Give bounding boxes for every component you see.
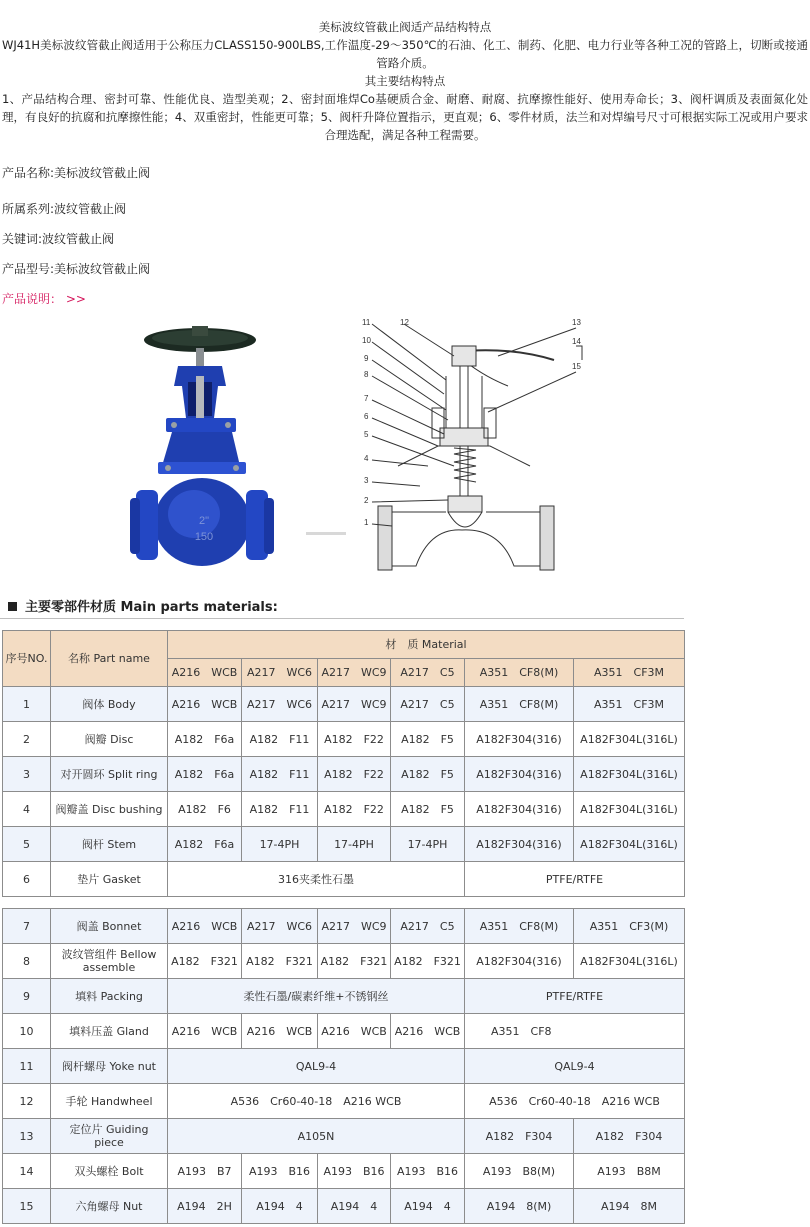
decorative-line — [306, 532, 346, 535]
row-number: 5 — [3, 827, 51, 862]
table-row — [3, 1084, 685, 1119]
table-row — [3, 827, 685, 862]
material-cell: A193 B16 — [391, 1154, 465, 1189]
part-name: 填料 Packing — [51, 979, 168, 1014]
row-number: 15 — [3, 1189, 51, 1224]
callout-1: 1 — [364, 518, 369, 527]
material-cell: A193 B8M — [574, 1154, 685, 1189]
intro-title: 美标波纹管截止阀适产品结构特点 — [318, 20, 492, 34]
material-cell: A193 B8(M) — [465, 1154, 574, 1189]
product-description-label: 产品说明： >> — [2, 292, 86, 306]
material-cell: A182 F321 — [168, 944, 242, 979]
material-cell: A182 F22 — [318, 757, 391, 792]
callout-9: 9 — [364, 354, 369, 363]
material-cell: A193 B16 — [242, 1154, 318, 1189]
part-name: 波纹管组件 Bellow assemble — [51, 944, 168, 979]
callout-2: 2 — [364, 496, 369, 505]
material-cell: A182 F6a — [168, 757, 242, 792]
row-number: 11 — [3, 1049, 51, 1084]
intro-block — [0, 18, 810, 144]
callout-11: 11 — [362, 318, 371, 327]
table-row — [3, 722, 685, 757]
section-divider — [0, 618, 684, 619]
part-name: 阀瓣盖 Disc bushing — [51, 792, 168, 827]
photo-class-mark: 150 — [194, 531, 214, 543]
table-row — [3, 1119, 685, 1154]
material-cell: A182 F6a — [168, 722, 242, 757]
material-cell: A182F304L(316L) — [574, 792, 685, 827]
materials-table-part2 — [2, 908, 685, 1224]
material-cell: A182F304L(316L) — [574, 757, 685, 792]
material-cell: A182 F11 — [242, 722, 318, 757]
callout-15: 15 — [572, 362, 581, 371]
callout-3: 3 — [364, 476, 369, 485]
material-cell: A182F304L(316L) — [574, 722, 685, 757]
material-cell: A194 4 — [318, 1189, 391, 1224]
table-row — [3, 1014, 685, 1049]
row-number: 13 — [3, 1119, 51, 1154]
table-row — [3, 862, 685, 897]
material-cell: QAL9-4 — [465, 1049, 685, 1084]
table-row — [3, 1154, 685, 1189]
table-row — [3, 979, 685, 1014]
table-row — [3, 792, 685, 827]
table-row — [3, 1189, 685, 1224]
row-number: 4 — [3, 792, 51, 827]
material-cell: A194 4 — [391, 1189, 465, 1224]
part-name: 阀杆螺母 Yoke nut — [51, 1049, 168, 1084]
material-cell: A105N — [168, 1119, 465, 1154]
square-bullet-icon — [8, 602, 17, 611]
material-cell: PTFE/RTFE — [465, 979, 685, 1014]
material-cell: A217 C5 — [391, 909, 465, 944]
part-name: 手轮 Handwheel — [51, 1084, 168, 1119]
table-row — [3, 944, 685, 979]
product-keywords-field: 关键词:波纹管截止阀 — [2, 232, 115, 246]
materials-table-part1 — [2, 630, 685, 897]
header-grade: A217 WC9 — [318, 659, 391, 687]
material-cell: A217 C5 — [391, 687, 465, 722]
part-name: 阀杆 Stem — [51, 827, 168, 862]
callout-14: 14 — [572, 337, 581, 346]
material-cell: A182 F304 — [465, 1119, 574, 1154]
material-cell: A216 WCB — [168, 1014, 242, 1049]
material-cell: A351 CF8(M) — [465, 687, 574, 722]
material-cell: 17-4PH — [242, 827, 318, 862]
part-name: 双头螺栓 Bolt — [51, 1154, 168, 1189]
material-cell: A182F304(316) — [465, 792, 574, 827]
material-cell: A182F304(316) — [465, 944, 574, 979]
material-cell: A182 F5 — [391, 757, 465, 792]
part-name: 阀盖 Bonnet — [51, 909, 168, 944]
material-cell: A182 F5 — [391, 722, 465, 757]
material-cell: A194 8(M) — [465, 1189, 574, 1224]
intro-description: WJ41H美标波纹管截止阀适用于公称压力CLASS150-900LBS,工作温度-29～350℃的石油、化工、制药、化肥、电力行业等各种工况的管路上，切断或接通管路介质。 — [2, 38, 808, 70]
material-cell: A216 WCB — [242, 1014, 318, 1049]
material-cell: A193 B16 — [318, 1154, 391, 1189]
material-cell: A351 CF3M — [574, 687, 685, 722]
part-name: 六角螺母 Nut — [51, 1189, 168, 1224]
material-cell: A182F304L(316L) — [574, 827, 685, 862]
callout-6: 6 — [364, 412, 369, 421]
callout-8: 8 — [364, 370, 369, 379]
part-name: 阀体 Body — [51, 687, 168, 722]
material-cell: A182 F22 — [318, 722, 391, 757]
material-cell: A182 F304 — [574, 1119, 685, 1154]
material-cell: A217 WC9 — [318, 909, 391, 944]
header-grade: A217 WC6 — [242, 659, 318, 687]
row-number: 7 — [3, 909, 51, 944]
material-cell: A182 F6 — [168, 792, 242, 827]
callout-10: 10 — [362, 336, 371, 345]
part-name: 垫片 Gasket — [51, 862, 168, 897]
callout-13: 13 — [572, 318, 581, 327]
callout-4: 4 — [364, 454, 369, 463]
material-cell: A217 WC6 — [242, 909, 318, 944]
section-title-text: 主要零部件材质 Main parts materials: — [25, 600, 278, 615]
material-cell: A182 F22 — [318, 792, 391, 827]
header-grade: A351 CF3M — [574, 659, 685, 687]
part-name: 定位片 Guiding piece — [51, 1119, 168, 1154]
product-series-field: 所属系列:波纹管截止阀 — [2, 202, 127, 216]
valve-section-drawing — [358, 316, 594, 581]
table-row — [3, 909, 685, 944]
table-row — [3, 1049, 685, 1084]
material-cell: A194 2H — [168, 1189, 242, 1224]
row-number: 12 — [3, 1084, 51, 1119]
part-name: 阀瓣 Disc — [51, 722, 168, 757]
material-cell: A217 WC6 — [242, 687, 318, 722]
material-cell: A182F304(316) — [465, 722, 574, 757]
material-cell: A182F304(316) — [465, 827, 574, 862]
part-name: 对开圆环 Split ring — [51, 757, 168, 792]
product-model-field: 产品型号:美标波纹管截止阀 — [2, 262, 151, 276]
material-cell: A216 WCB — [168, 909, 242, 944]
row-number: 3 — [3, 757, 51, 792]
material-cell: 17-4PH — [391, 827, 465, 862]
header-part-name: 名称 Part name — [51, 631, 168, 687]
header-grade: A351 CF8(M) — [465, 659, 574, 687]
material-cell: A182 F6a — [168, 827, 242, 862]
material-cell: A182 F11 — [242, 757, 318, 792]
header-material: 材 质 Material — [168, 631, 685, 659]
material-cell: A351 CF3(M) — [574, 909, 685, 944]
material-cell: A193 B7 — [168, 1154, 242, 1189]
header-grade: A217 C5 — [391, 659, 465, 687]
material-cell: A194 4 — [242, 1189, 318, 1224]
row-number: 9 — [3, 979, 51, 1014]
material-cell: PTFE/RTFE — [465, 862, 685, 897]
material-cell: 柔性石墨/碳素纤维+不锈钢丝 — [168, 979, 465, 1014]
material-cell: A182 F321 — [391, 944, 465, 979]
header-no: 序号NO. — [3, 631, 51, 687]
callout-5: 5 — [364, 430, 369, 439]
row-number: 10 — [3, 1014, 51, 1049]
intro-subtitle: 其主要结构特点 — [364, 74, 446, 88]
row-number: 1 — [3, 687, 51, 722]
material-cell: QAL9-4 — [168, 1049, 465, 1084]
material-cell: 316夹柔性石墨 — [168, 862, 465, 897]
photo-size-mark: 2" — [198, 515, 210, 527]
valve-photo — [122, 326, 282, 576]
material-cell: A216 WCB — [318, 1014, 391, 1049]
intro-features: 1、产品结构合理、密封可靠、性能优良、造型美观；2、密封面堆焊Co基硬质合金、耐磨、耐腐、抗摩擦性能好、使用寿命长；3、阀杆调质及表面氮化处理，有良好的抗腐和抗摩擦性能；4、双重密封，性能更可靠；5、阀杆升降位置指示，更直观；6、零件材质，法兰和对焊编号尺寸可根据实际工况或用户要求合理选配，满足各种工程需要。 — [2, 92, 808, 142]
material-cell: A182 F321 — [318, 944, 391, 979]
material-cell: A182F304L(316L) — [574, 944, 685, 979]
callout-12: 12 — [400, 318, 409, 327]
material-cell: A182 F321 — [242, 944, 318, 979]
row-number: 8 — [3, 944, 51, 979]
header-grade: A216 WCB — [168, 659, 242, 687]
section-title — [8, 596, 278, 615]
material-cell: A216 WCB — [391, 1014, 465, 1049]
table-row — [3, 687, 685, 722]
material-cell: A351 CF8(M) — [465, 909, 574, 944]
part-name: 填料压盖 Gland — [51, 1014, 168, 1049]
material-cell: A536 Cr60-40-18 A216 WCB — [465, 1084, 685, 1119]
row-number: 14 — [3, 1154, 51, 1189]
product-name-field: 产品名称:美标波纹管截止阀 — [2, 166, 151, 180]
material-cell: A536 Cr60-40-18 A216 WCB — [168, 1084, 465, 1119]
row-number: 2 — [3, 722, 51, 757]
callout-7: 7 — [364, 394, 369, 403]
material-cell: A182 F5 — [391, 792, 465, 827]
material-cell: 17-4PH — [318, 827, 391, 862]
material-cell: A217 WC9 — [318, 687, 391, 722]
table-row — [3, 757, 685, 792]
material-cell: A182F304(316) — [465, 757, 574, 792]
material-cell: A216 WCB — [168, 687, 242, 722]
row-number: 6 — [3, 862, 51, 897]
material-cell: A351 CF8 — [465, 1014, 685, 1049]
material-cell: A182 F11 — [242, 792, 318, 827]
material-cell: A194 8M — [574, 1189, 685, 1224]
